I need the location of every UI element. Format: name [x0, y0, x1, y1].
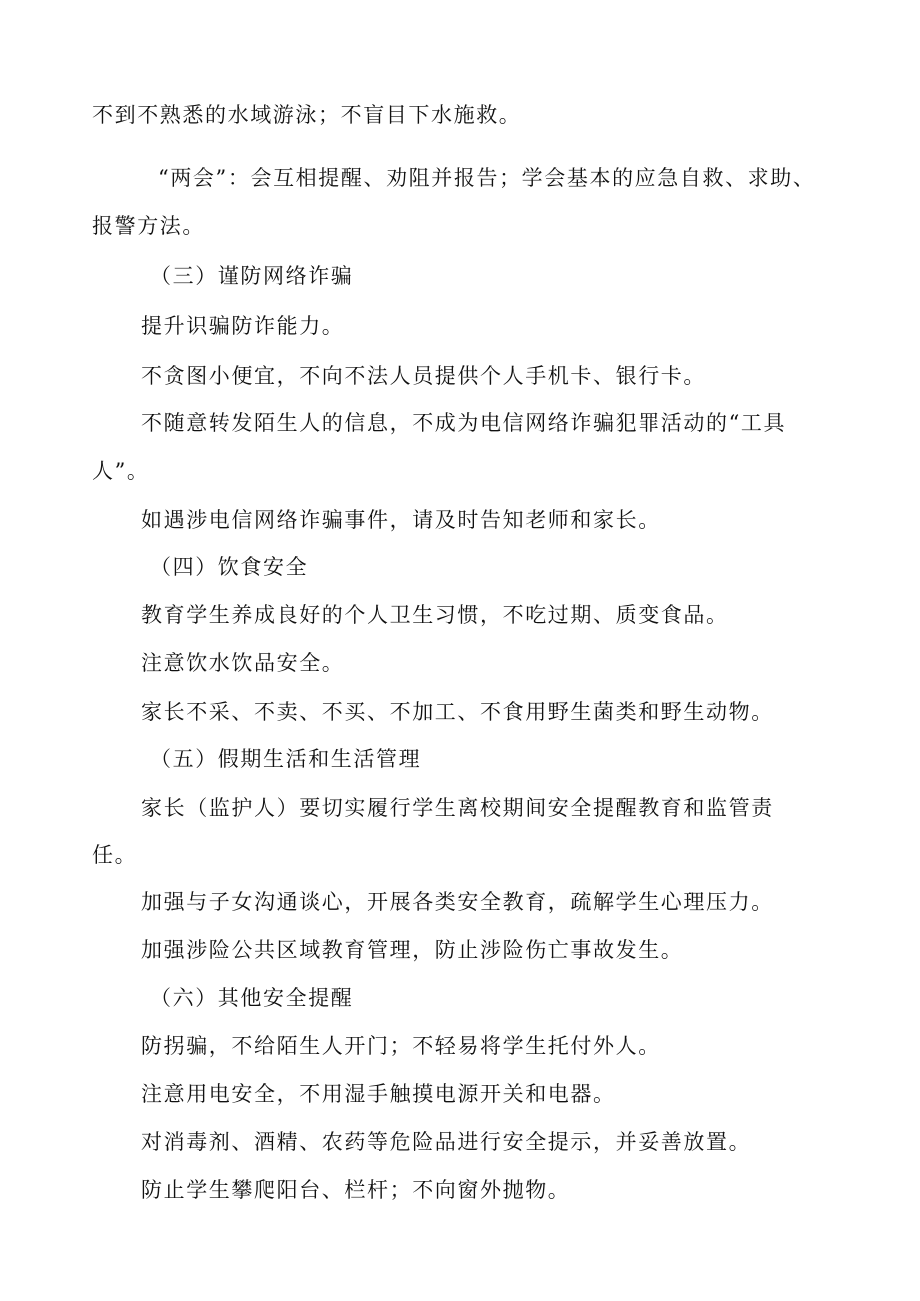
text-line: 任。	[92, 843, 138, 867]
text-line: 如遇涉电信网络诈骗事件，请及时告知老师和家长。	[141, 508, 661, 532]
text-line: 不随意转发陌生人的信息，不成为电信网络诈骗犯罪活动的“工具	[141, 411, 787, 435]
text-line: 家长不采、不卖、不买、不加工、不食用野生菌类和野生动物。	[141, 700, 774, 724]
text-line: 家长（监护人）要切实履行学生离校期间安全提醒教育和监管责	[141, 796, 774, 820]
text-line: 人”。	[92, 459, 150, 483]
section-heading-4: （四）饮食安全	[150, 555, 309, 579]
text-line: 加强涉险公共区域教育管理，防止涉险伤亡事故发生。	[141, 938, 684, 962]
text-line: 注意用电安全，不用湿手触摸电源开关和电器。	[141, 1082, 616, 1106]
text-line: 不贪图小便宜，不向不法人员提供个人手机卡、银行卡。	[141, 364, 706, 388]
text-line: 加强与子女沟通谈心，开展各类安全教育，疏解学生心理压力。	[141, 890, 774, 914]
section-heading-6: （六）其他安全提醒	[150, 986, 354, 1010]
text-line: 注意饮水饮品安全。	[141, 651, 345, 675]
text-line: “两会”：会互相提醒、劝阻并报告；学会基本的应急自救、求助、	[158, 166, 816, 190]
section-heading-5: （五）假期生活和生活管理	[150, 747, 422, 771]
section-heading-3: （三）谨防网络诈骗	[150, 264, 354, 288]
text-line: 报警方法。	[92, 214, 205, 238]
text-line: 教育学生养成良好的个人卫生习惯，不吃过期、质变食品。	[141, 603, 729, 627]
text-line: 防止学生攀爬阳台、栏杆；不向窗外抛物。	[141, 1178, 571, 1202]
text-line: 提升识骗防诈能力。	[141, 314, 345, 338]
text-line: 不到不熟悉的水域游泳；不盲目下水施救。	[92, 103, 522, 127]
text-line: 对消毒剂、酒精、农药等危险品进行安全提示，并妥善放置。	[141, 1130, 752, 1154]
text-line: 防拐骗，不给陌生人开门；不轻易将学生托付外人。	[141, 1034, 661, 1058]
